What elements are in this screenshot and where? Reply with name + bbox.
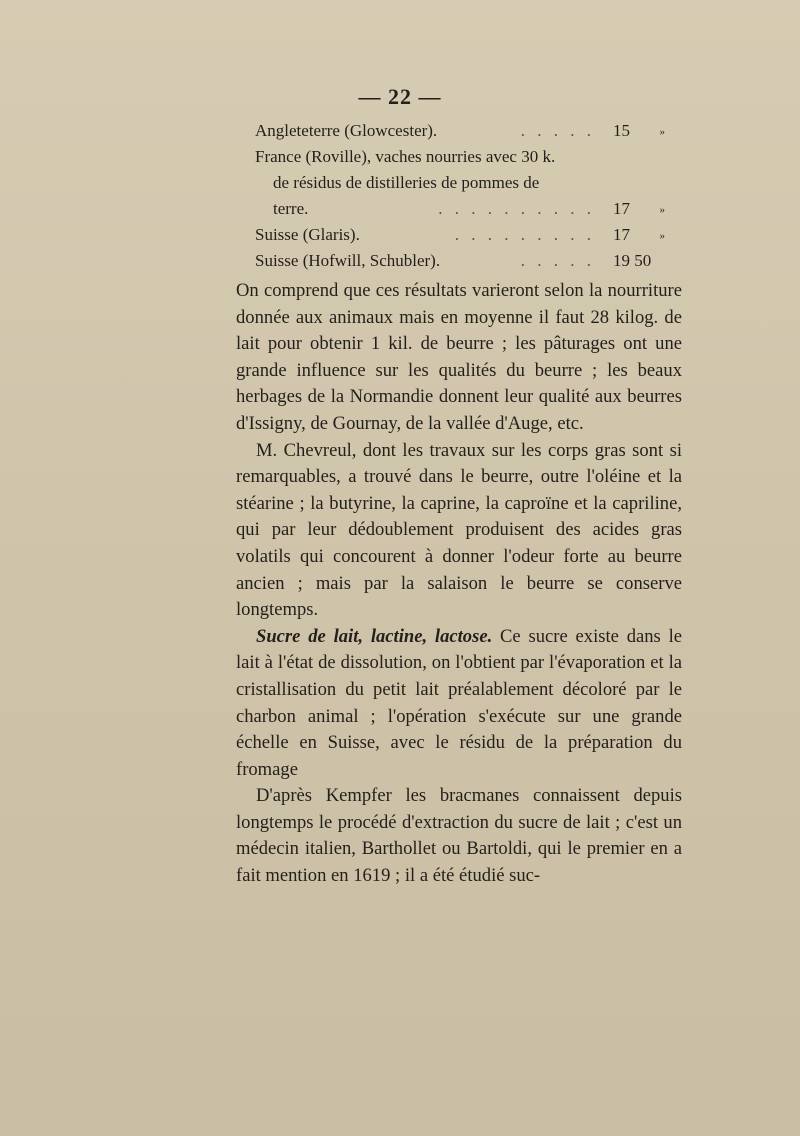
table-row-label: Suisse (Hofwill, Schubler). [255, 251, 441, 270]
table-row-value: 19 50 [613, 251, 652, 270]
leader-dots: . . . . . [520, 251, 595, 270]
body-text [236, 278, 682, 890]
section-text: Ce sucre existe dans le lait à l'état de dissolution, on l'obtient par l'évaporation et la cristallisation du petit lait préalablement décoloré par le charbon animal ; l'opération s'exécute sur une grande échelle en Suisse, avec le résidu de la préparation du fromage [236, 625, 682, 780]
table-row-value: 17 [613, 199, 630, 218]
leader-dots: . . . . . . . . . [454, 225, 595, 244]
paragraph: M. Chevreul, dont les travaux sur les corps gras sont si remarquables, a trouvé dans le beurre, outre l'oléine et la stéarine ; la butyrine, la caprine, la caproïne et la capriline, qui par leur dédoublement produisent des acides gras volatils qui concourent à donner l'odeur forte au beurre ancien ; mais par la salaison le beurre se conserve longtemps. [236, 439, 682, 621]
section-heading: Sucre de lait, lactine, lactose. [256, 625, 493, 647]
ditto-mark: » [659, 204, 665, 216]
table-row-label: Suisse (Glaris). [255, 225, 360, 244]
paragraph: D'après Kempfer les bracmanes connaissent depuis longtemps le procédé d'extraction du sucre de lait ; c'est un médecin italien, Barthollet ou Bartoldi, qui le premier en a fait mention en 1619 ; il a été étudié suc- [236, 785, 682, 887]
leader-dots: . . . . . . . . . . [438, 199, 595, 218]
table-row [255, 144, 665, 170]
table-row-value: 15 [613, 121, 630, 140]
table-row-label: terre. [273, 199, 309, 218]
table-row [255, 196, 665, 222]
page-number: — 22 — [358, 84, 442, 109]
butter-yield-table [255, 118, 665, 274]
table-row-label: France (Roville), vaches nourries avec 30 k. [255, 147, 556, 166]
ditto-mark: » [659, 126, 665, 138]
table-row-label: Angleteterre (Glowcester). [255, 121, 438, 140]
table-row [255, 170, 665, 196]
leader-dots: . . . . . [520, 121, 595, 140]
table-row [255, 248, 665, 274]
table-row-value: 17 [613, 225, 630, 244]
paragraph: On comprend que ces résultats varieront selon la nourriture donnée aux animaux mais en moyenne il faut 28 kilog. de lait pour obtenir 1 kil. de beurre ; les pâturages ont une grande influence sur les qualités du beurre ; les beaux herbages de la Normandie donnent leur qualité aux beurres d'Issigny, de Gournay, de la vallée d'Auge, etc. [236, 280, 682, 434]
table-row [255, 118, 665, 144]
table-row [255, 222, 665, 248]
paragraph [236, 624, 682, 784]
table-row-label: de résidus de distilleries de pommes de [273, 173, 540, 192]
ditto-mark: » [659, 230, 665, 242]
